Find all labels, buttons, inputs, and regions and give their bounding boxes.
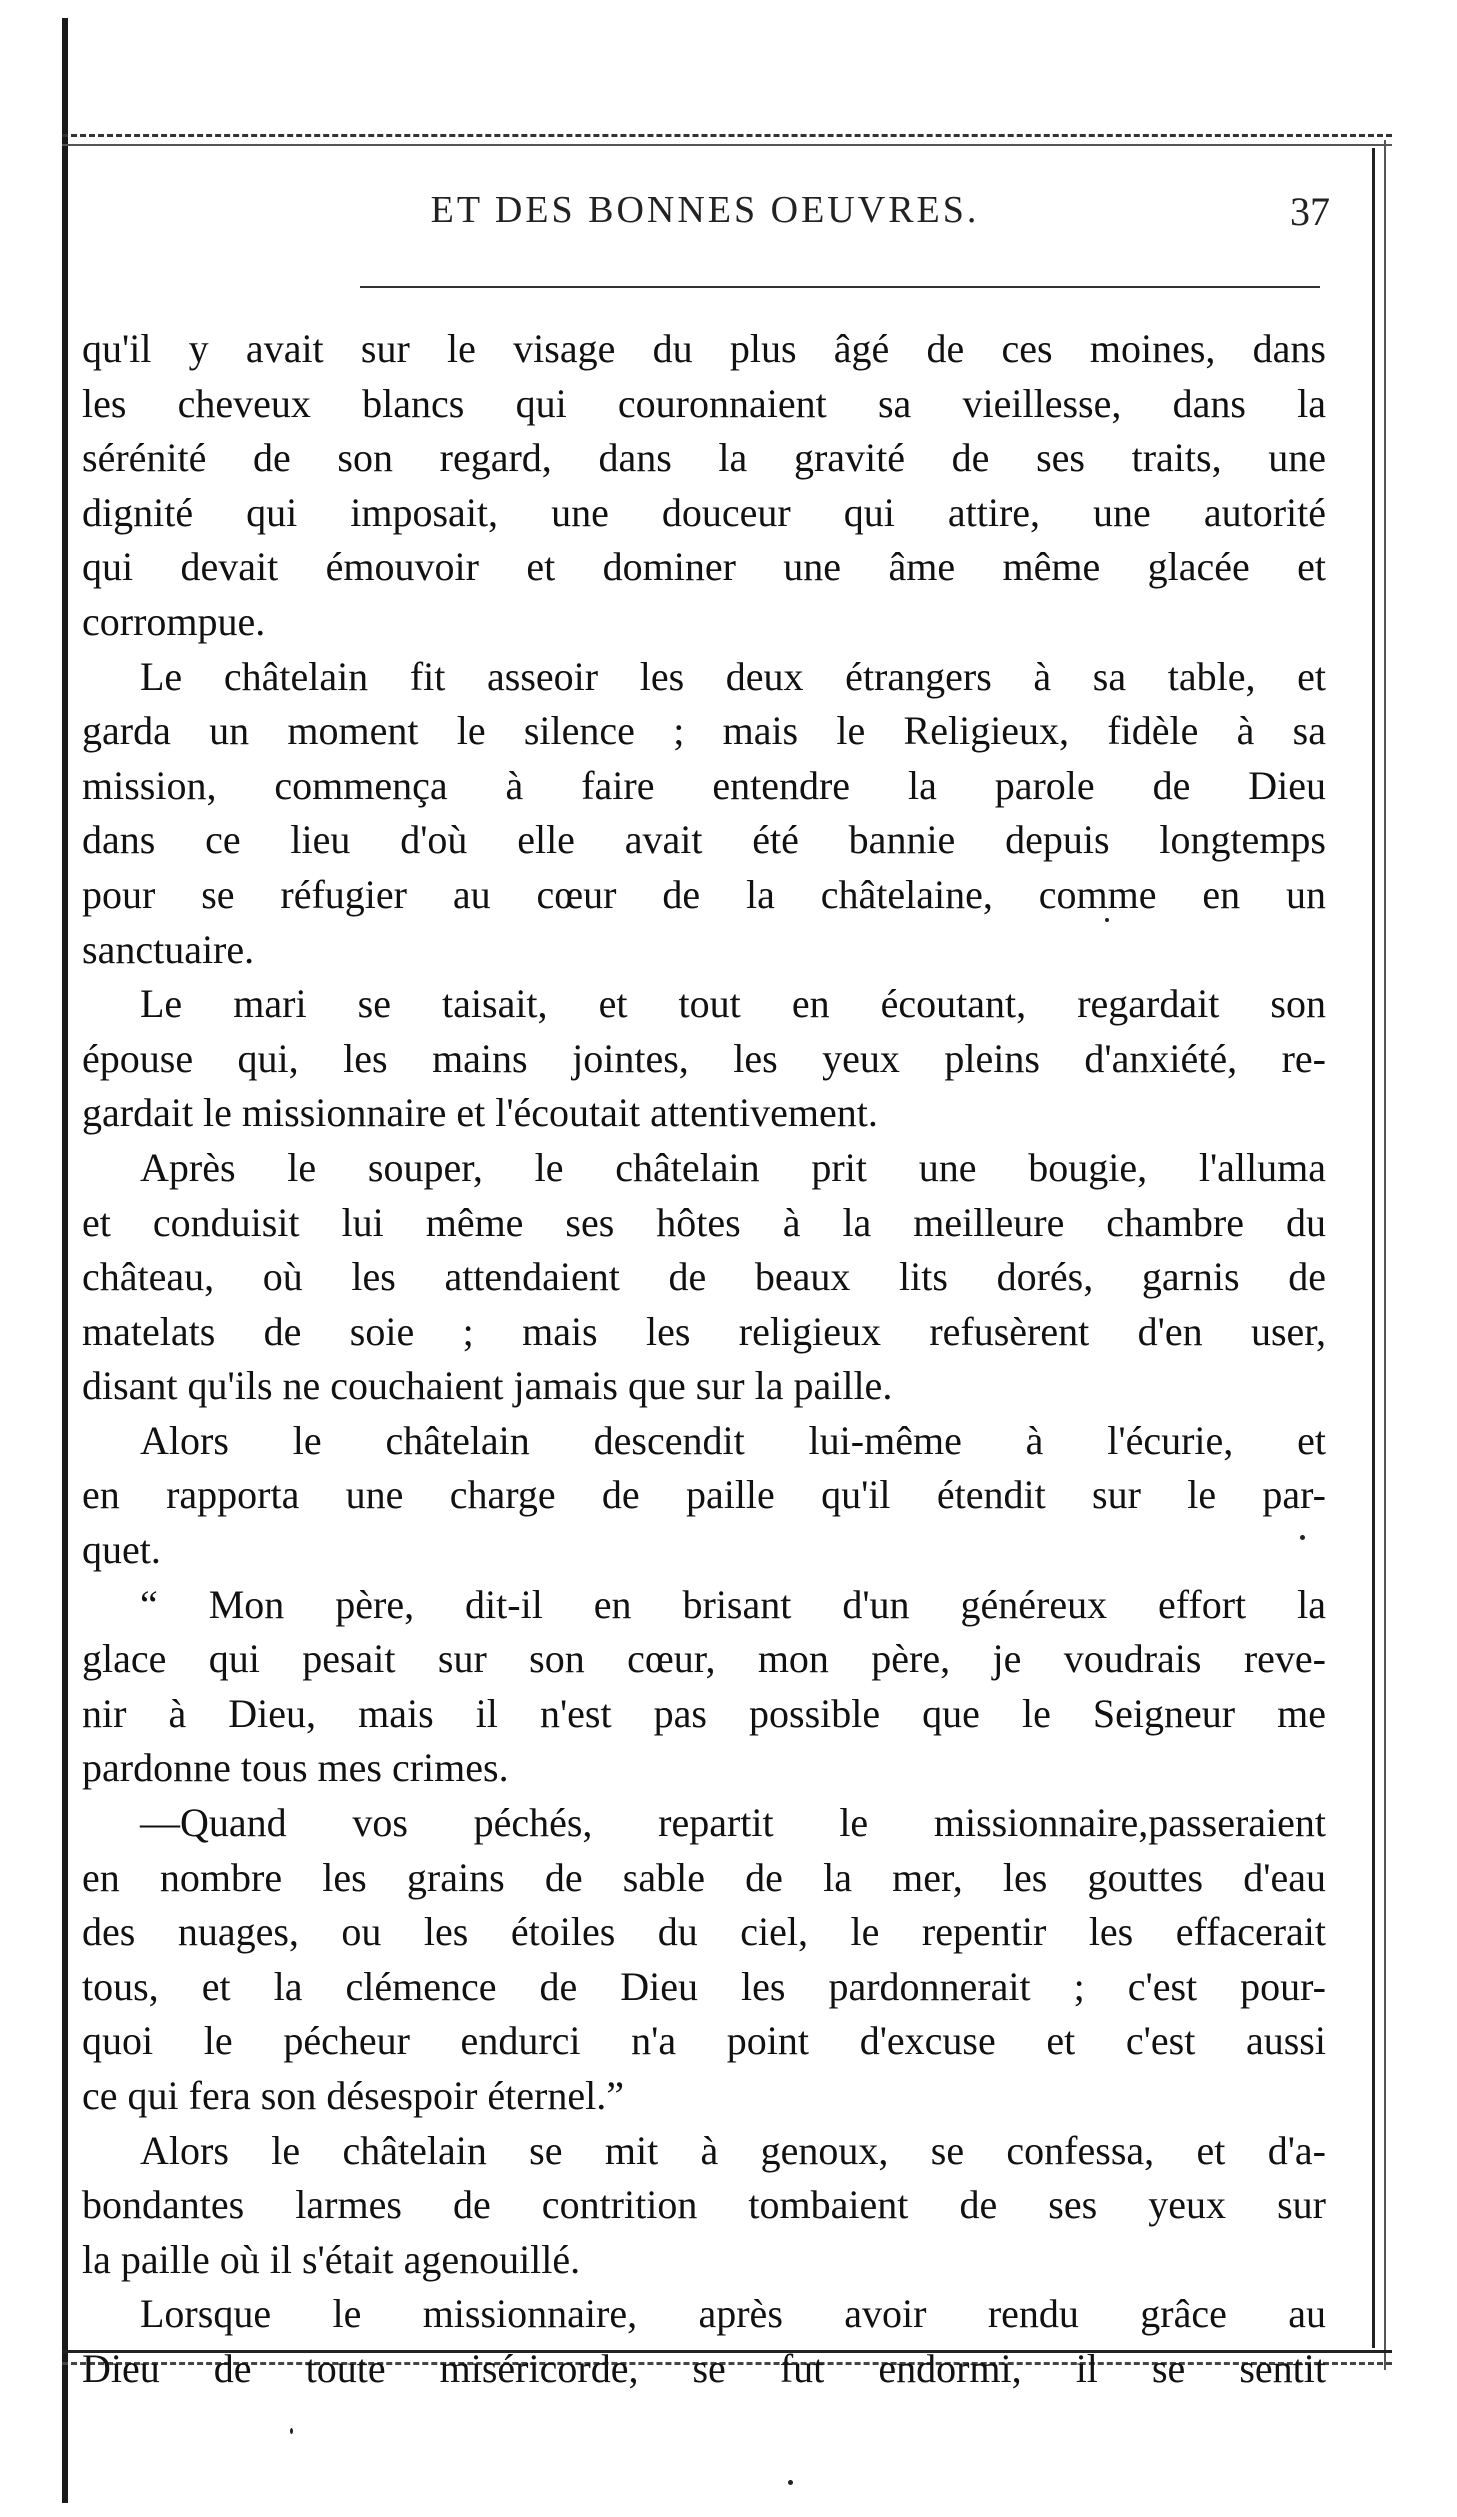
text-line: Dieu de toute miséricorde, se fut endormi, il se sentit [82,2345,1326,2391]
text-line: Alors le châtelain descendit lui-même à l'écurie, et [140,1417,1326,1463]
frame-right-rule [1372,148,1375,2348]
text-line: glace qui pesait sur son cœur, mon père, je voudrais reve- [82,1636,1326,1682]
scan-speck [1105,918,1109,922]
text-line: bondantes larmes de contrition tombaient de ses yeux sur [82,2182,1326,2228]
text-line: pour se réfugier au cœur de la châtelaine, comme en un [82,871,1326,917]
paragraph [82,1141,1326,1414]
page-edge-shadow [62,18,68,2503]
body-text [82,322,1326,2397]
paragraph [82,2287,1326,2396]
page-number: 37 [1290,189,1330,234]
paragraph [82,1796,1326,2124]
paragraph [82,977,1326,1141]
text-line: et conduisit lui même ses hôtes à la meilleure chambre du [82,1199,1326,1245]
frame-right-rule-outer [1384,140,1386,2370]
text-line: les cheveux blancs qui couronnaient sa vieillesse, dans la [82,380,1326,426]
text-line: garda un moment le silence ; mais le Religieux, fidèle à sa [82,708,1326,754]
paragraph [82,2124,1326,2288]
text-line: épouse qui, les mains jointes, les yeux pleins d'anxiété, re- [82,1035,1326,1081]
text-line: corrompue. [82,598,266,644]
page-header [80,188,1330,244]
text-line: matelats de soie ; mais les religieux refusèrent d'en user, [82,1308,1326,1354]
paragraph [82,322,1326,650]
text-line: dans ce lieu d'où elle avait été bannie depuis longtemps [82,817,1326,863]
text-line: quet. [82,1527,161,1573]
text-line: sanctuaire. [82,926,255,972]
text-line: qui devait émouvoir et dominer une âme même glacée et [82,544,1326,590]
text-line: qu'il y avait sur le visage du plus âgé de ces moines, dans [82,326,1326,371]
text-line: Après le souper, le châtelain prit une bougie, l'alluma [140,1144,1326,1190]
text-line: des nuages, ou les étoiles du ciel, le repentir les effacerait [82,1909,1326,1955]
text-line: Lorsque le missionnaire, après avoir rendu grâce au [140,2291,1326,2337]
text-line: en nombre les grains de sable de la mer, les gouttes d'eau [82,1854,1326,1900]
text-line: —Quand vos péchés, repartit le missionnaire,passeraient [140,1800,1326,1846]
text-line: ce qui fera son désespoir éternel.” [82,2073,624,2118]
scan-speck [290,2428,293,2434]
text-line: mission, commença à faire entendre la parole de Dieu [82,762,1326,808]
scan-speck [788,2480,793,2485]
header-rule [360,286,1320,288]
text-line: nir à Dieu, mais il n'est pas possible que le Seigneur me [82,1690,1326,1736]
text-line: pardonne tous mes crimes. [82,1745,509,1791]
running-title: ET DES BONNES OEUVRES. [430,189,980,231]
text-line: dignité qui imposait, une douceur qui attire, une autorité [82,489,1326,535]
text-line: sérénité de son regard, dans la gravité de ses traits, une [82,435,1326,481]
text-line: “ Mon père, dit-il en brisant d'un généreux effort la [140,1581,1326,1627]
text-line: gardait le missionnaire et l'écoutait attentivement. [82,1090,878,1136]
text-line: Alors le châtelain se mit à genoux, se confessa, et d'a- [140,2127,1326,2173]
scan-speck [1300,1535,1305,1540]
text-line: Le mari se taisait, et tout en écoutant, regardait son [140,981,1326,1027]
frame-top-rule-inner [62,144,1392,146]
paragraph [82,1414,1326,1578]
paragraph [82,650,1326,978]
text-line: la paille où il s'était agenouillé. [82,2236,581,2282]
paragraph [82,1578,1326,1796]
frame-top-rule [62,134,1392,140]
text-line: château, où les attendaient de beaux lits dorés, garnis de [82,1254,1326,1300]
text-line: tous, et la clémence de Dieu les pardonnerait ; c'est pour- [82,1963,1326,2009]
text-line: disant qu'ils ne couchaient jamais que sur la paille. [82,1363,893,1409]
text-line: Le châtelain fit asseoir les deux étrangers à sa table, et [140,653,1326,699]
text-line: en rapporta une charge de paille qu'il étendit sur le par- [82,1472,1326,1518]
text-line: quoi le pécheur endurci n'a point d'excuse et c'est aussi [82,2018,1326,2064]
